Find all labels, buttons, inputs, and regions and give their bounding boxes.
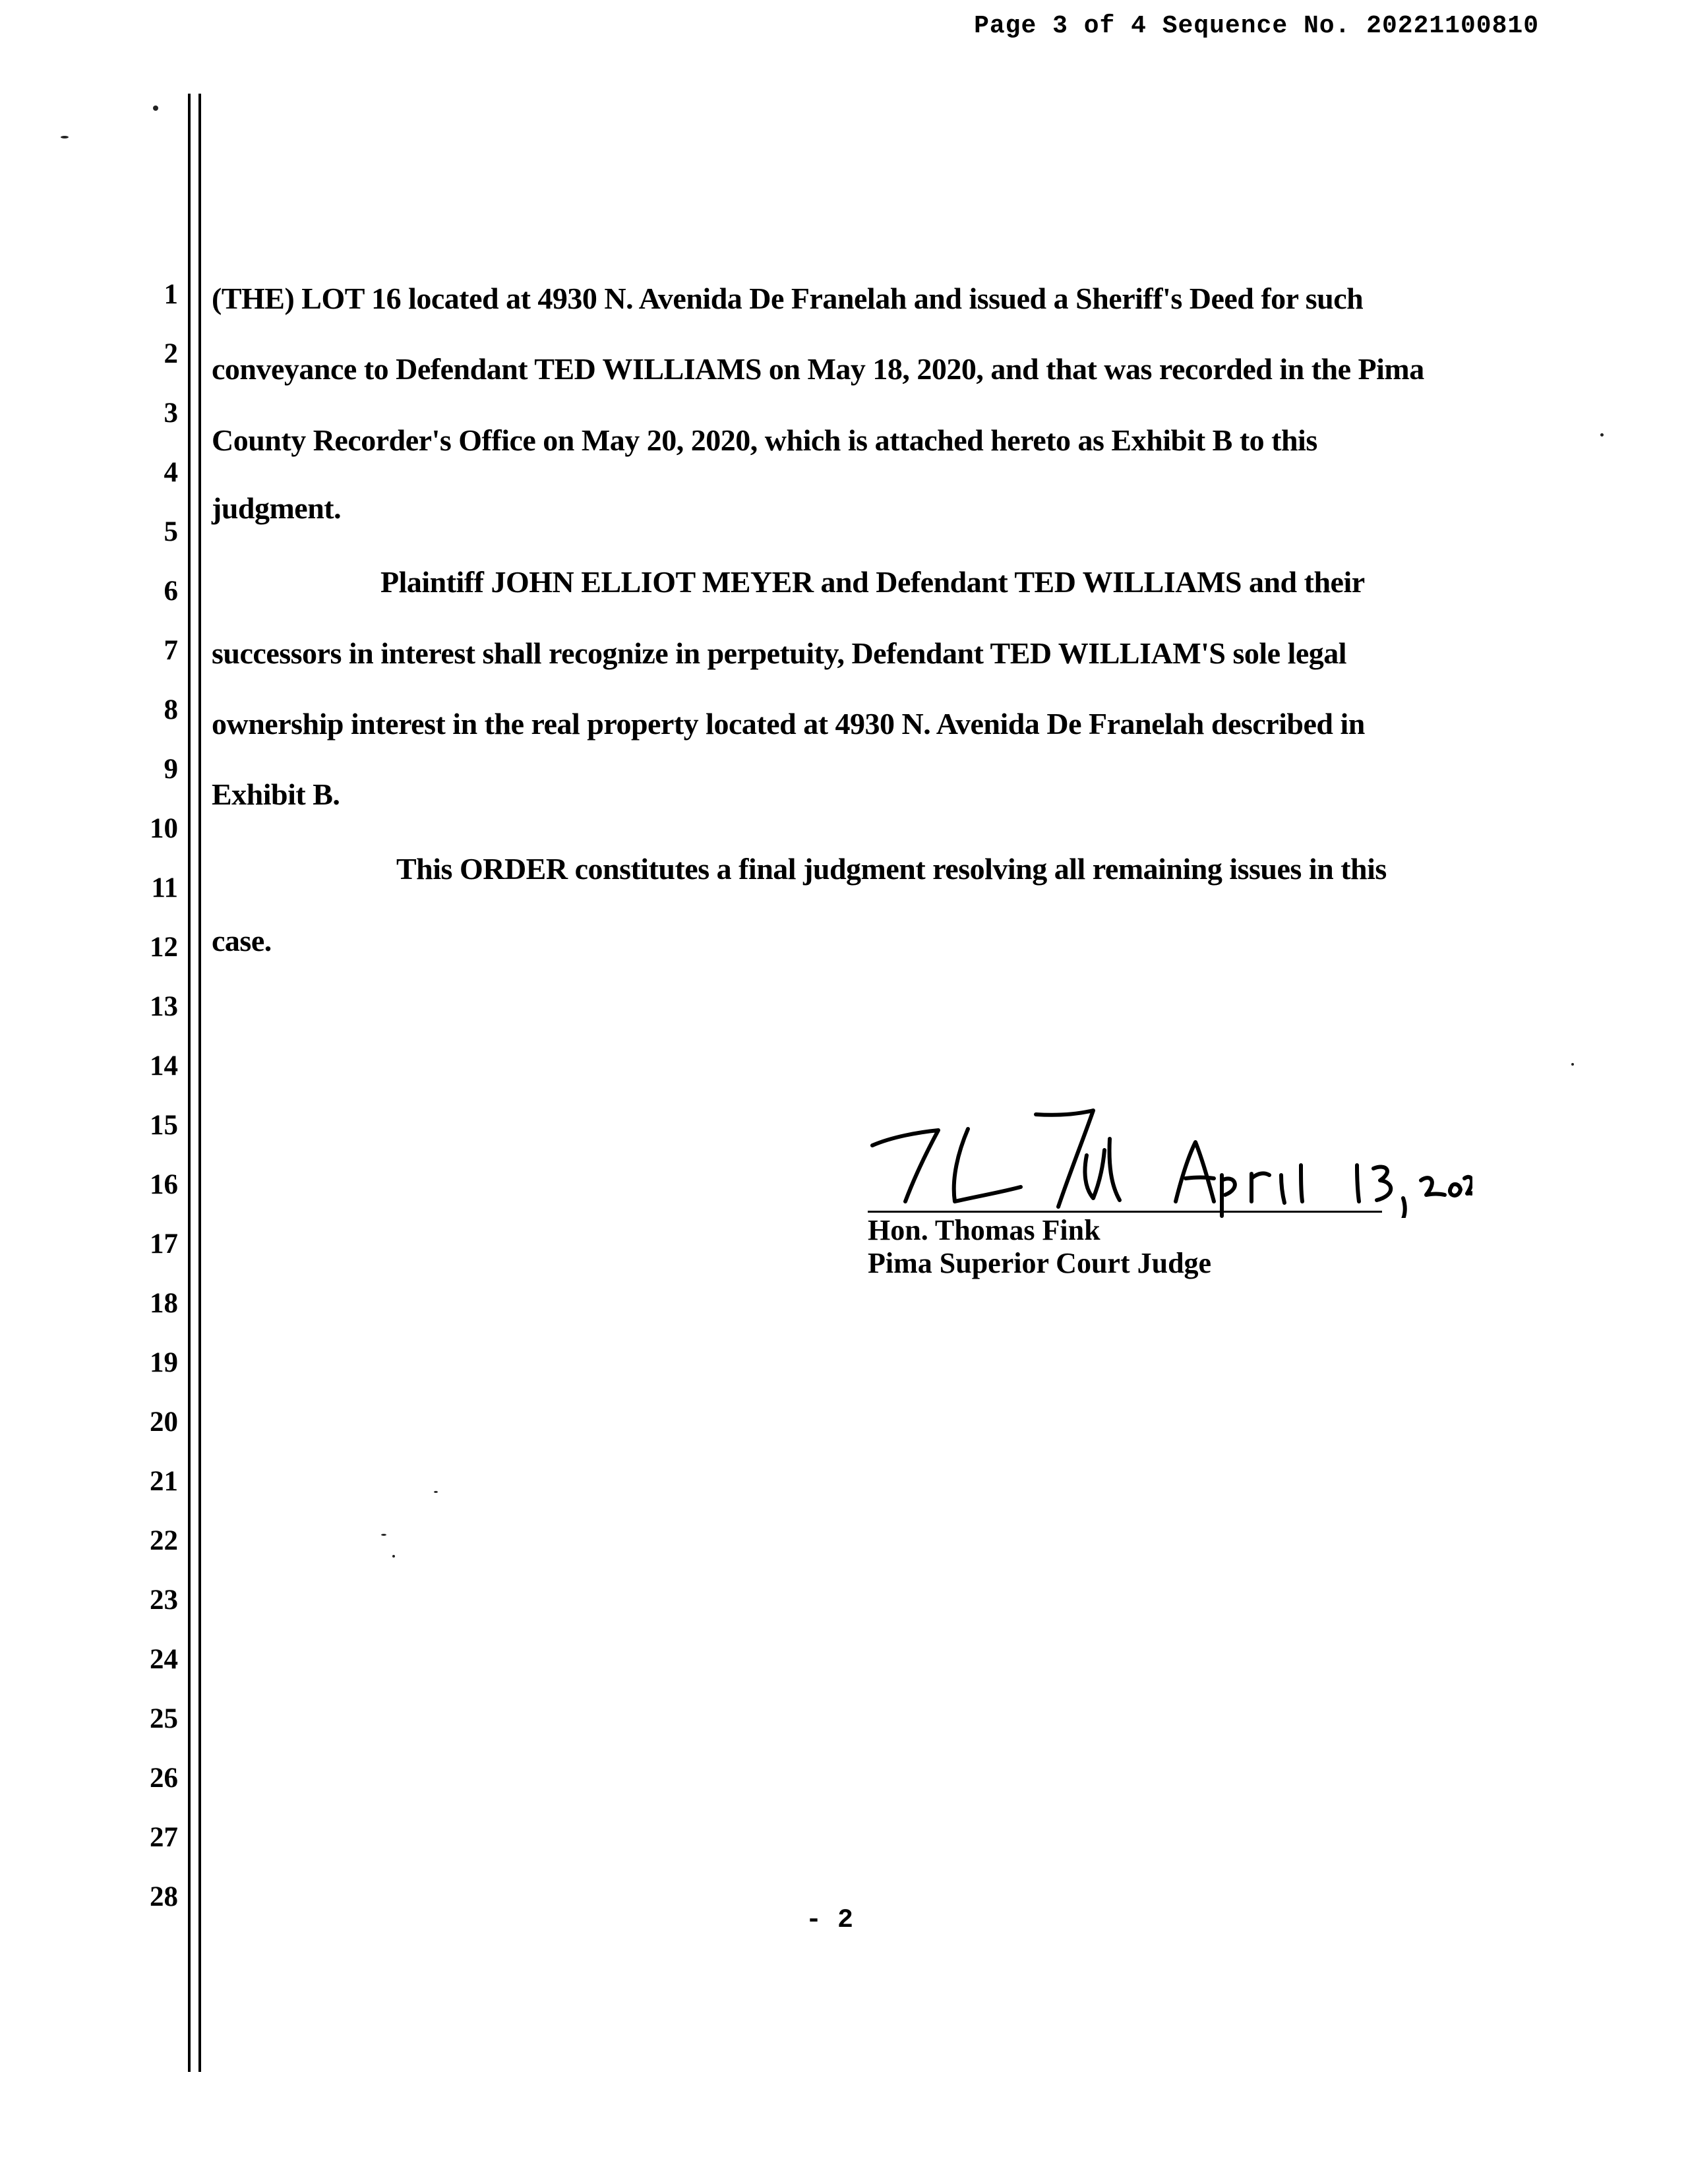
line-number: 14: [150, 1050, 178, 1081]
margin-rule-right: [198, 94, 201, 2072]
signature-line: [868, 1211, 1382, 1213]
scan-speck: [434, 1491, 438, 1493]
judge-name: Hon. Thomas Fink: [868, 1214, 1100, 1246]
signature-stroke: [872, 1130, 938, 1201]
line-number: 21: [150, 1466, 178, 1497]
line-number: 1: [164, 279, 178, 310]
line-number: 12: [150, 932, 178, 963]
line-number: 7: [164, 635, 178, 666]
line-number: 26: [150, 1763, 178, 1794]
line-number: 17: [150, 1228, 178, 1259]
judge-title: Pima Superior Court Judge: [868, 1247, 1212, 1279]
line-number: 28: [150, 1881, 178, 1912]
signature-block: [866, 1103, 1472, 1300]
body-line: Exhibit B.: [212, 777, 340, 811]
line-number: 19: [150, 1347, 178, 1378]
line-number: 5: [164, 516, 178, 547]
date-april: [1176, 1142, 1302, 1216]
page-number: - 2: [806, 1906, 854, 1935]
margin-rule-left: [188, 94, 191, 2072]
line-number: 20: [150, 1407, 178, 1438]
line-number: 18: [150, 1288, 178, 1319]
line-number: 13: [150, 991, 178, 1022]
scan-speck: [61, 136, 69, 138]
line-number: 23: [150, 1585, 178, 1616]
scan-speck: [153, 106, 158, 111]
body-line: successors in interest shall recognize in perpetuity, Defendant TED WILLIAM'S sole legal: [212, 636, 1347, 670]
signature-stroke: [954, 1129, 1021, 1201]
body-line: Plaintiff JOHN ELLIOT MEYER and Defendant TED WILLIAMS and their: [380, 565, 1365, 599]
body-line: (THE) LOT 16 located at 4930 N. Avenida De Franelah and issued a Sheriff's Deed for such: [212, 282, 1364, 315]
line-number: 11: [151, 872, 178, 903]
line-number: 25: [150, 1703, 178, 1734]
scan-speck: [392, 1555, 395, 1558]
scan-speck: [1571, 1063, 1574, 1066]
scan-speck: [381, 1534, 386, 1536]
line-number: 2: [164, 338, 178, 369]
page-header: Page 3 of 4 Sequence No. 20221100810: [974, 12, 1539, 40]
signature-stroke: [1085, 1150, 1104, 1198]
line-number: 3: [164, 398, 178, 429]
line-number: 15: [150, 1110, 178, 1141]
line-number: 16: [150, 1169, 178, 1200]
body-line: County Recorder's Office on May 20, 2020, which is attached hereto as Exhibit B to this: [212, 423, 1317, 457]
line-number: 6: [164, 576, 178, 607]
line-number: 10: [150, 813, 178, 844]
body-line: case.: [212, 924, 272, 957]
signature-stroke: [1110, 1139, 1120, 1200]
body-line: This ORDER constitutes a final judgment resolving all remaining issues in this: [396, 852, 1387, 886]
date-comma: [1400, 1198, 1405, 1218]
line-number: 8: [164, 694, 178, 725]
handwritten-signature: [866, 1103, 1472, 1218]
line-number: 24: [150, 1644, 178, 1675]
body-line: conveyance to Defendant TED WILLIAMS on May 18, 2020, and that was recorded in the Pima: [212, 352, 1424, 386]
scan-speck: [1600, 433, 1604, 437]
line-number: 22: [150, 1525, 178, 1556]
date-2022: [1421, 1177, 1472, 1196]
body-line: judgment.: [212, 491, 342, 525]
date-13: [1357, 1165, 1391, 1201]
body-line: ownership interest in the real property located at 4930 N. Avenida De Franelah described in: [212, 707, 1365, 741]
line-number: 9: [164, 754, 178, 785]
line-number: 27: [150, 1822, 178, 1853]
line-number: 4: [164, 457, 178, 488]
